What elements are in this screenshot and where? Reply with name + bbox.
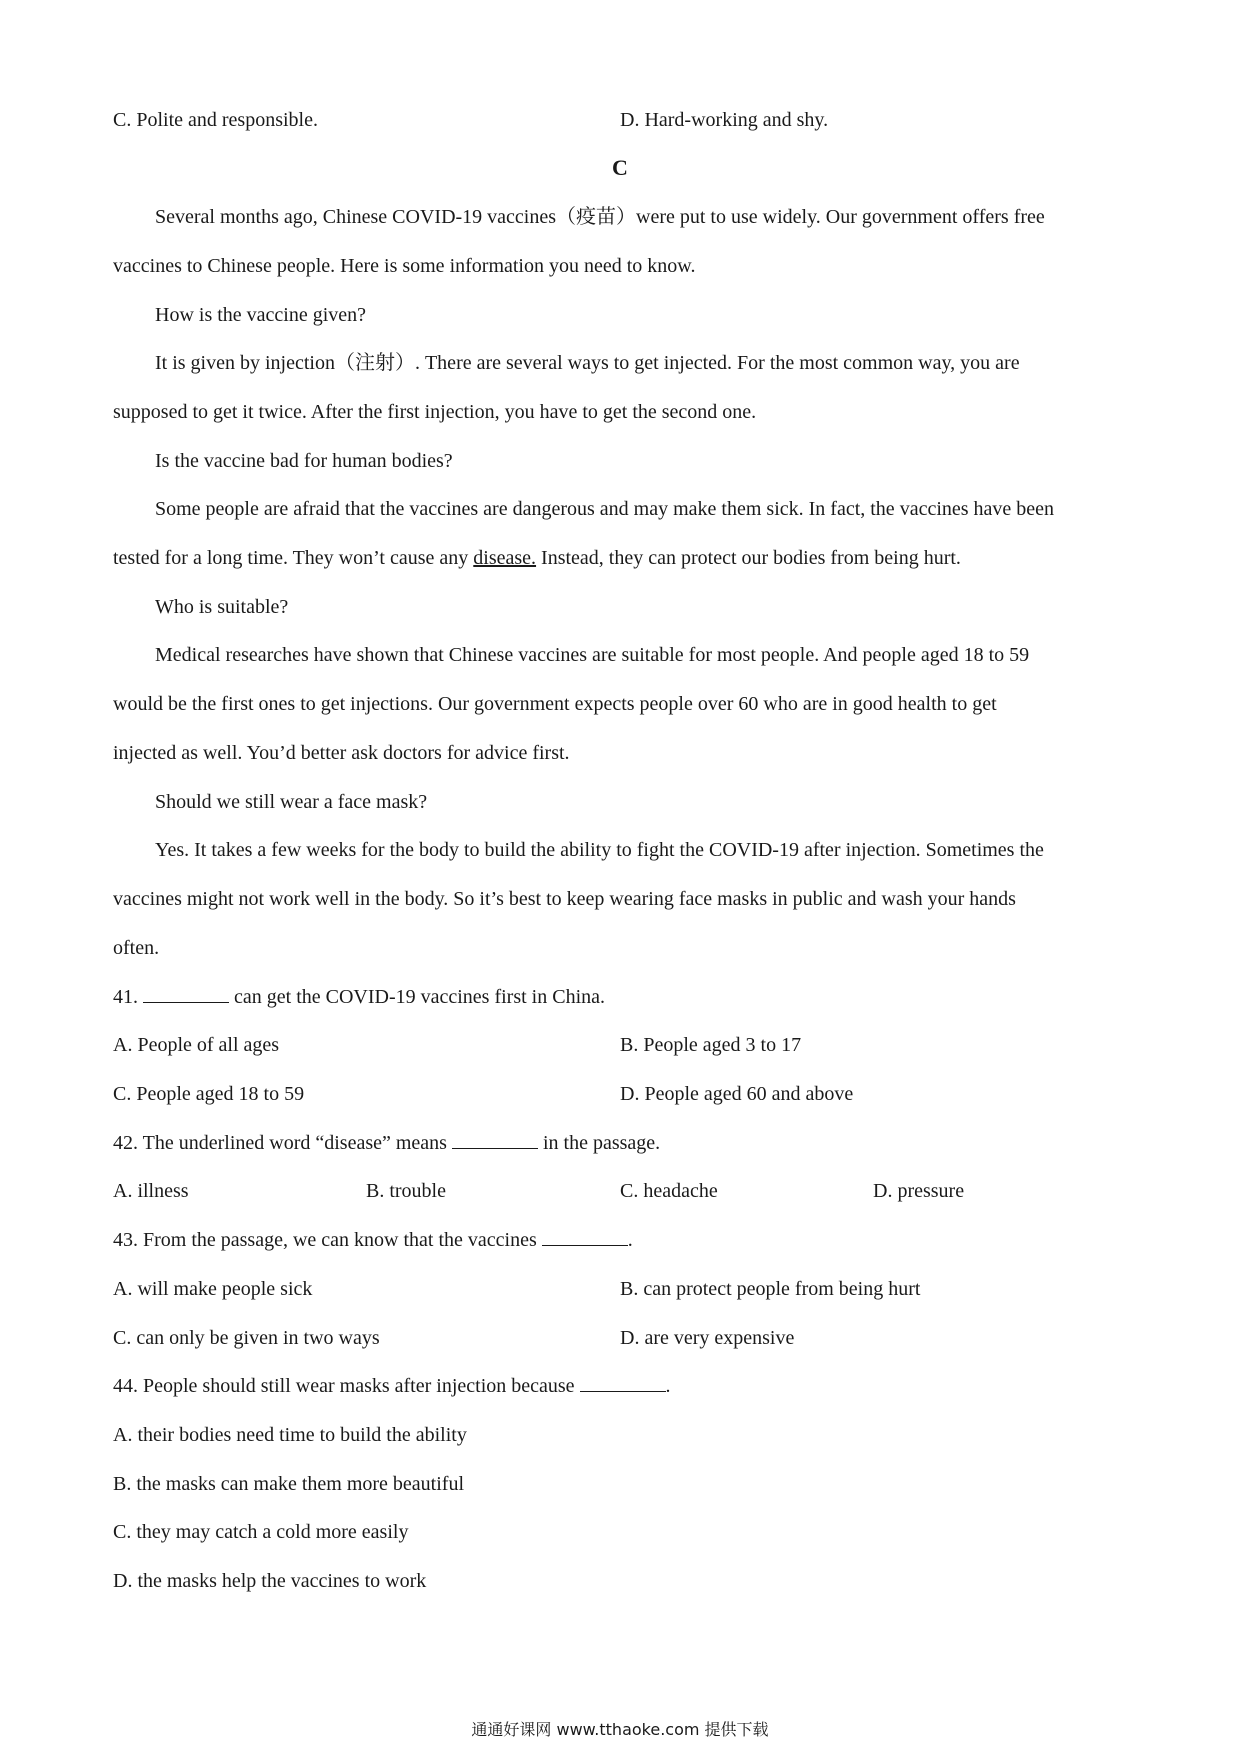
passage-subheading-1: How is the vaccine given? [155, 304, 367, 326]
question-number: 41. [113, 986, 143, 1008]
question-text: 42. The underlined word “disease” means [113, 1132, 452, 1154]
question-43-stem [113, 1226, 633, 1254]
passage-subheading-4: Should we still wear a face mask? [155, 791, 428, 813]
question-44-option-a: A. their bodies need time to build the ability [113, 1424, 467, 1446]
passage-paragraph-5-line-1: Yes. It takes a few weeks for the body to build the ability to fight the COVID-19 after injection. Sometimes the [155, 839, 1044, 861]
question-41-stem [113, 983, 605, 1011]
answer-blank [542, 1227, 628, 1246]
page-footer: 通通好课网 www.tthaoke.com 提供下载 [471, 1720, 769, 1739]
question-text: 43. From the passage, we can know that the vaccines [113, 1229, 542, 1251]
question-41-option-b: B. People aged 3 to 17 [620, 1034, 802, 1056]
question-41-option-a: A. People of all ages [113, 1034, 280, 1056]
passage-paragraph-1-line-1: Several months ago, Chinese COVID-19 vaccines（疫苗）were put to use widely. Our government offers free [155, 206, 1045, 228]
passage-paragraph-3-line-1: Some people are afraid that the vaccines are dangerous and may make them sick. In fact, the vaccines have been [155, 498, 1055, 520]
question-41-option-d: D. People aged 60 and above [620, 1083, 854, 1105]
question-43-option-b: B. can protect people from being hurt [620, 1278, 921, 1300]
section-heading: C [612, 155, 628, 180]
passage-paragraph-1-line-2: vaccines to Chinese people. Here is some information you need to know. [113, 255, 696, 277]
passage-paragraph-5-line-2: vaccines might not work well in the body. So it’s best to keep wearing face masks in public and wash your hands [113, 888, 1016, 910]
passage-paragraph-4-line-3: injected as well. You’d better ask doctors for advice first. [113, 742, 570, 764]
option-prev-d: D. Hard-working and shy. [620, 109, 829, 131]
question-44-option-d: D. the masks help the vaccines to work [113, 1570, 427, 1592]
answer-blank [580, 1373, 666, 1392]
answer-blank [452, 1130, 538, 1149]
question-44-option-b: B. the masks can make them more beautiful [113, 1473, 465, 1495]
question-42-option-c: C. headache [620, 1180, 718, 1202]
passage-paragraph-5-line-3: often. [113, 937, 160, 959]
passage-paragraph-2-line-1: It is given by injection（注射）. There are several ways to get injected. For the most common way, you are [155, 352, 1020, 374]
question-42-option-b: B. trouble [366, 1180, 446, 1202]
question-43-option-a: A. will make people sick [113, 1278, 313, 1300]
answer-blank [143, 984, 229, 1003]
question-text: . [627, 1229, 633, 1251]
question-42-stem [113, 1129, 660, 1157]
question-44-stem [113, 1372, 671, 1400]
passage-subheading-2: Is the vaccine bad for human bodies? [155, 450, 453, 472]
underlined-word: disease. [473, 547, 537, 569]
option-prev-c: C. Polite and responsible. [113, 109, 318, 131]
question-text: . [665, 1375, 671, 1397]
passage-subheading-3: Who is suitable? [155, 596, 289, 618]
question-44-option-c: C. they may catch a cold more easily [113, 1521, 409, 1543]
question-43-option-d: D. are very expensive [620, 1327, 795, 1349]
question-42-option-d: D. pressure [873, 1180, 965, 1202]
question-41-option-c: C. People aged 18 to 59 [113, 1083, 305, 1105]
question-text: 44. People should still wear masks after injection because [113, 1375, 580, 1397]
passage-paragraph-4-line-1: Medical researches have shown that Chinese vaccines are suitable for most people. And people aged 18 to 59 [155, 644, 1030, 666]
passage-paragraph-2-line-2: supposed to get it twice. After the first injection, you have to get the second one. [113, 401, 757, 423]
passage-paragraph-3-line-2 [113, 544, 961, 572]
question-text: in the passage. [537, 1132, 661, 1154]
passage-text: tested for a long time. They won’t cause any [113, 547, 474, 569]
passage-paragraph-4-line-2: would be the first ones to get injections. Our government expects people over 60 who are in good health to get [113, 693, 997, 715]
question-text: can get the COVID-19 vaccines first in China. [229, 986, 606, 1008]
question-43-option-c: C. can only be given in two ways [113, 1327, 380, 1349]
question-42-option-a: A. illness [113, 1180, 189, 1202]
passage-text: Instead, they can protect our bodies from being hurt. [536, 547, 961, 569]
